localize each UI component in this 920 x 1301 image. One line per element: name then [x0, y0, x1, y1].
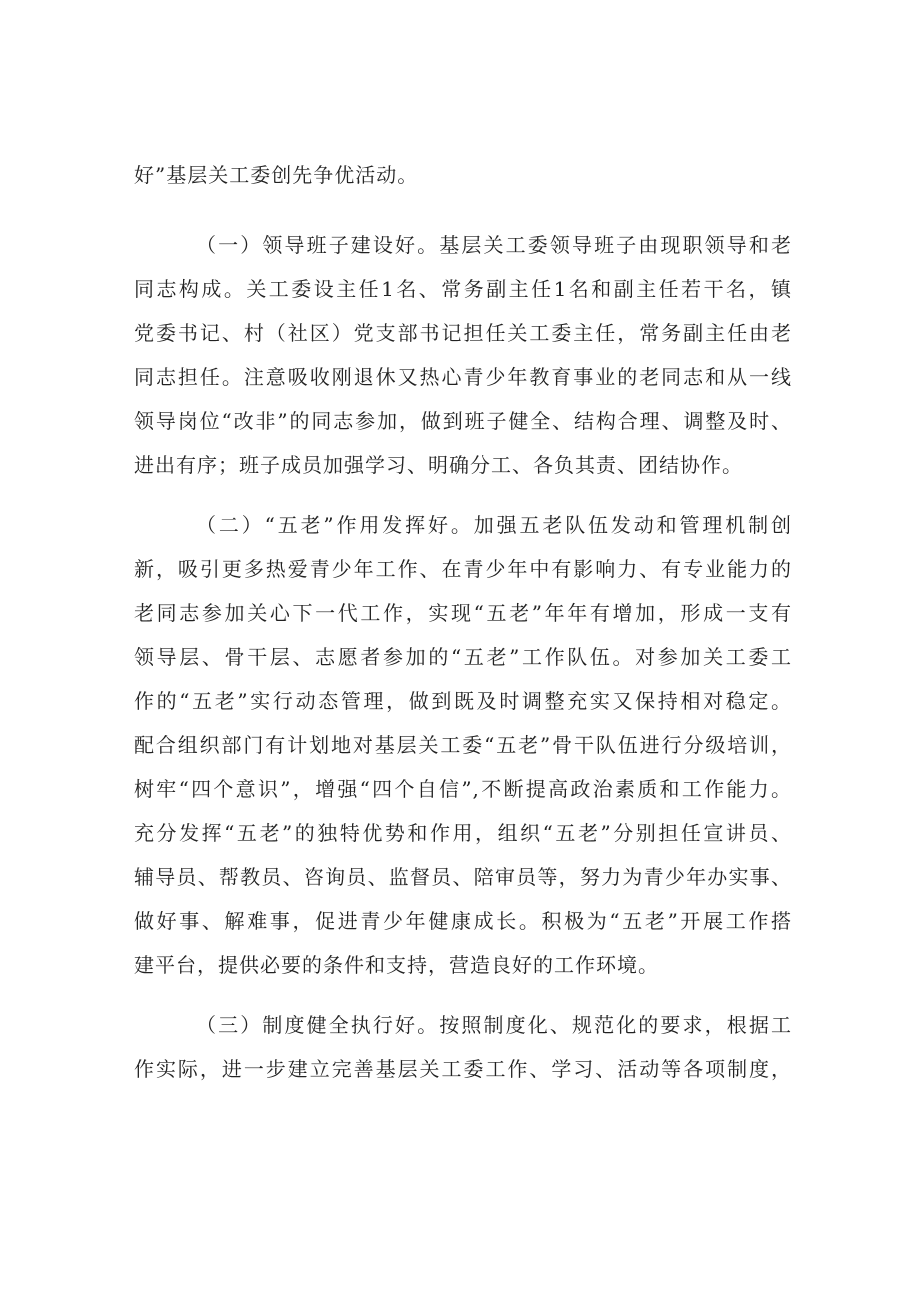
paragraph-3-first-line: （三）制度健全执行好。按照制度化、规范化的要求，根据工: [196, 1013, 792, 1037]
text-line: 建平台，提供必要的条件和支持，营造良好的工作环境。: [134, 953, 659, 977]
paragraph-2-first-line: （二）“五老”作用发挥好。加强五老队伍发动和管理机制创: [196, 513, 792, 537]
text-line: 老同志参加关心下一代工作，实现“五老”年年有增加，形成一支有: [134, 601, 792, 625]
text-line: 辅导员、帮教员、咨询员、监督员、陪审员等，努力为青少年办实事、: [134, 865, 792, 889]
text-line: 做好事、解难事，促进青少年健康成长。积极为“五老”开展工作搭: [134, 909, 792, 933]
text-line: 充分发挥“五老”的独特优势和作用，组织“五老”分别担任宣讲员、: [134, 821, 792, 845]
paragraph-1-first-line: （一）领导班子建设好。基层关工委领导班子由现职领导和老: [196, 233, 792, 257]
text-line: 配合组织部门有计划地对基层关工委“五老”骨干队伍进行分级培训，: [134, 733, 792, 757]
text-line: 同志构成。关工委设主任1名、常务副主任1名和副主任若干名，镇: [134, 277, 792, 301]
text-line: 树牢“四个意识”，增强“四个自信”,不断提高政治素质和工作能力。: [134, 777, 792, 801]
text-line: 作的“五老”实行动态管理，做到既及时调整充实又保持相对稳定。: [134, 689, 792, 713]
text-line: 党委书记、村（社区）党支部书记担任关工委主任，常务副主任由老: [134, 321, 792, 345]
text-line: 领导岗位“改非”的同志参加，做到班子健全、结构合理、调整及时、: [134, 409, 792, 433]
text-line: 新，吸引更多热爱青少年工作、在青少年中有影响力、有专业能力的: [134, 557, 792, 581]
text-line: 进出有序；班子成员加强学习、明确分工、各负其责、团结协作。: [134, 453, 743, 477]
text-line: 好”基层关工委创先争优活动。: [134, 163, 419, 187]
text-line: 领导层、骨干层、志愿者参加的“五老”工作队伍。对参加关工委工: [134, 645, 792, 669]
text-line: 同志担任。注意吸收刚退休又热心青少年教育事业的老同志和从一线: [134, 365, 792, 389]
text-line: 作实际，进一步建立完善基层关工委工作、学习、活动等各项制度，: [134, 1057, 792, 1081]
